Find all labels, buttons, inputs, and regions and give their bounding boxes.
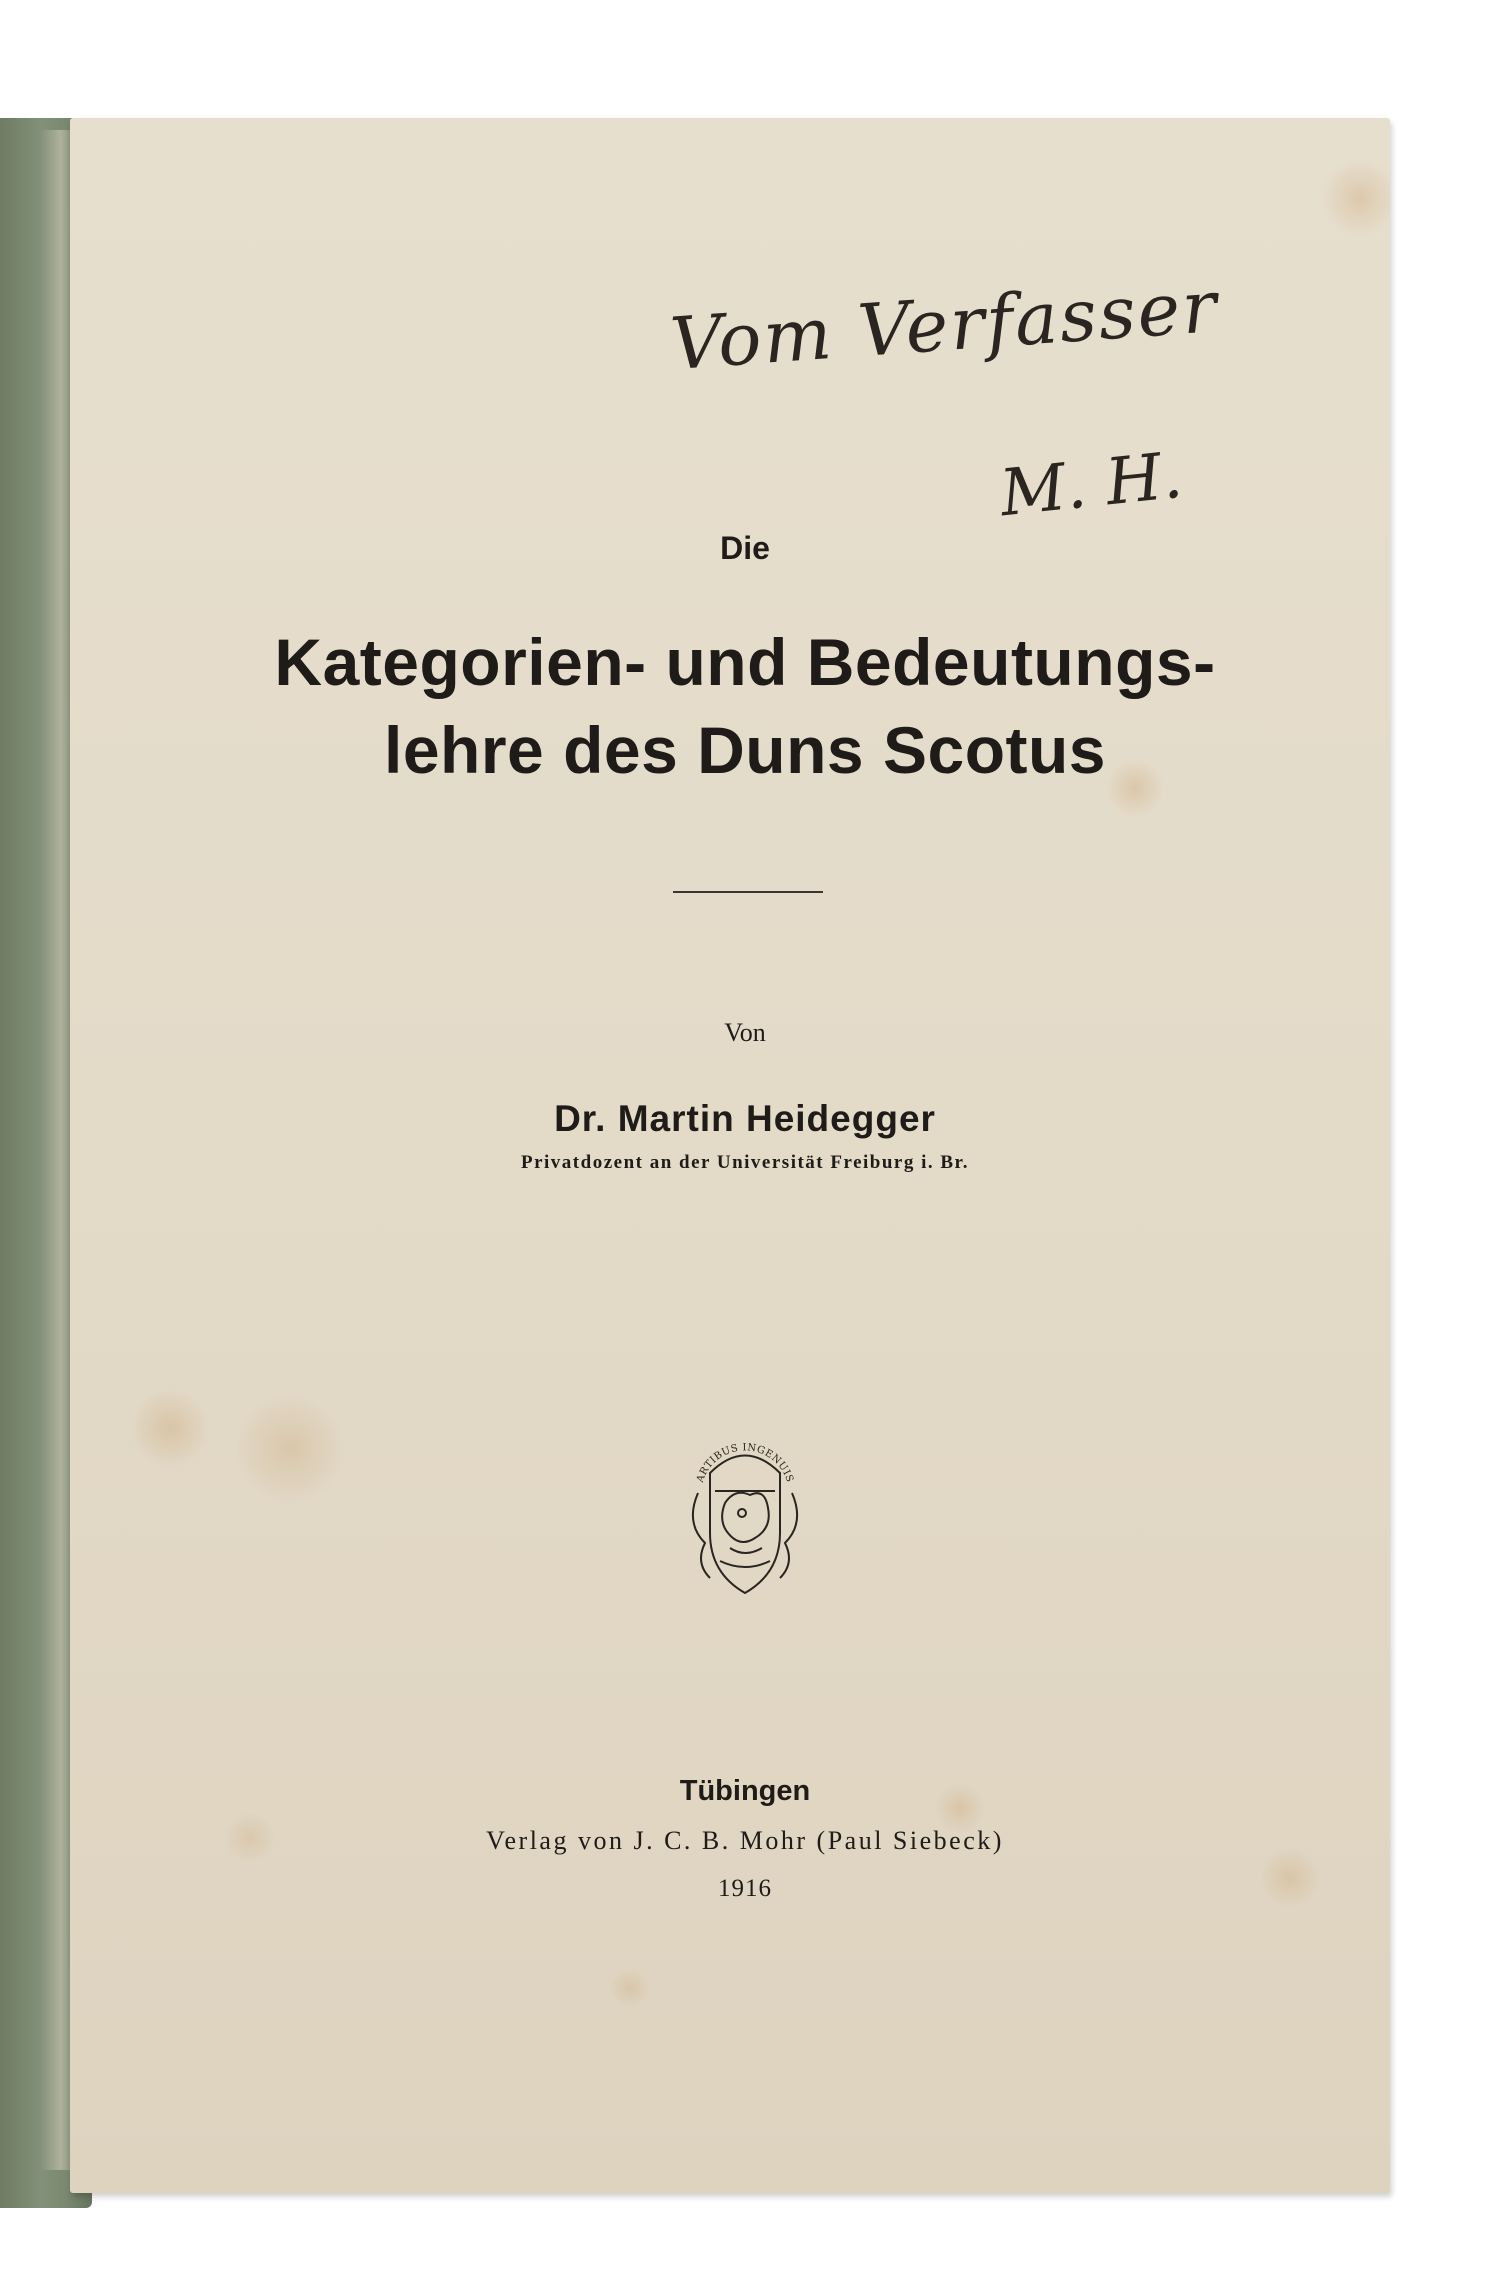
- handwritten-initials: M. H.: [996, 438, 1186, 532]
- publisher-line: Verlag von J. C. B. Mohr (Paul Siebeck): [486, 1826, 1004, 1855]
- book-title: [140, 618, 1350, 794]
- printer-mark-motto: ARTIBUS INGENUIS: [694, 1442, 796, 1484]
- printer-mark-icon: [680, 1433, 810, 1603]
- publication-year: 1916: [718, 1875, 772, 1902]
- publication-city: Tübingen: [679, 1775, 811, 1807]
- by-line: Von: [724, 1018, 766, 1047]
- author-name: Dr. Martin Heidegger: [554, 1098, 936, 1139]
- handwritten-dedication: Vom Verfasser: [667, 263, 1222, 387]
- author-affiliation: Privatdozent an der Universität Freiburg i. Br.: [520, 1152, 969, 1173]
- page-block-edge: [40, 130, 74, 2170]
- title-line-1: Kategorien- und Bedeutungs-: [274, 625, 1216, 699]
- title-article: Die: [720, 530, 770, 566]
- title-page: [70, 118, 1390, 2193]
- title-line-2: lehre des Duns Scotus: [383, 713, 1107, 787]
- title-divider: [673, 891, 823, 893]
